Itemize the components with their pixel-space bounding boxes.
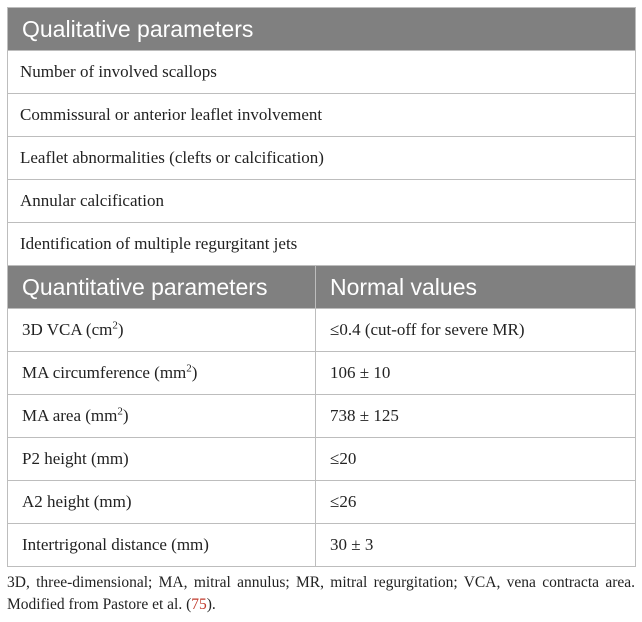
parameter-name: 3D VCA (cm [22, 320, 113, 339]
qualitative-row [8, 94, 636, 137]
qualitative-row [8, 137, 636, 180]
footnote-tail: ). [206, 596, 216, 613]
normal-value-cell: ≤0.4 (cut-off for severe MR) [316, 309, 636, 352]
parameter-name: MA area (mm [22, 406, 118, 425]
parameter-cell [8, 438, 316, 481]
parameter-name: Intertrigonal distance (mm) [22, 535, 209, 554]
parameters-table [7, 7, 636, 567]
qualitative-item: Number of involved scallops [8, 51, 636, 94]
parameter-cell [8, 352, 316, 395]
qualitative-item: Commissural or anterior leaflet involvement [8, 94, 636, 137]
normal-value-cell: 30 ± 3 [316, 524, 636, 567]
quantitative-parameters-header: Quantitative parameters [8, 266, 316, 309]
parameters-table-container [7, 7, 635, 567]
parameter-cell [8, 524, 316, 567]
quantitative-row [8, 309, 636, 352]
qualitative-item: Annular calcification [8, 180, 636, 223]
reference-link[interactable]: 75 [191, 596, 207, 613]
footnote-text: 3D, three-dimensional; MA, mitral annulus; MR, mitral regurgitation; VCA, vena contracta area. Modified from Pastore et al. ( [7, 574, 635, 613]
parameter-superscript: 2 [112, 319, 118, 332]
qualitative-row [8, 223, 636, 266]
parameter-cell [8, 309, 316, 352]
quantitative-row [8, 438, 636, 481]
parameter-name: MA circumference (mm [22, 363, 187, 382]
table-footnote [7, 572, 635, 616]
qualitative-item: Identification of multiple regurgitant jets [8, 223, 636, 266]
quantitative-row [8, 395, 636, 438]
normal-value-cell: ≤26 [316, 481, 636, 524]
parameter-cell [8, 481, 316, 524]
qualitative-row [8, 51, 636, 94]
parameter-superscript: 2 [117, 405, 123, 418]
parameter-name: A2 height (mm) [22, 492, 132, 511]
normal-value-cell: ≤20 [316, 438, 636, 481]
normal-values-header: Normal values [316, 266, 636, 309]
parameter-name-tail: ) [191, 363, 198, 382]
quantitative-row [8, 481, 636, 524]
quantitative-header-row [8, 266, 636, 309]
qualitative-item: Leaflet abnormalities (clefts or calcification) [8, 137, 636, 180]
qualitative-row [8, 180, 636, 223]
quantitative-row [8, 352, 636, 395]
normal-value-cell: 106 ± 10 [316, 352, 636, 395]
parameter-name: P2 height (mm) [22, 449, 129, 468]
parameter-cell [8, 395, 316, 438]
parameter-name-tail: ) [117, 320, 124, 339]
parameter-superscript: 2 [186, 362, 192, 375]
parameter-name-tail: ) [122, 406, 129, 425]
qualitative-header: Qualitative parameters [8, 8, 636, 51]
qualitative-header-row [8, 8, 636, 51]
quantitative-row [8, 524, 636, 567]
normal-value-cell: 738 ± 125 [316, 395, 636, 438]
